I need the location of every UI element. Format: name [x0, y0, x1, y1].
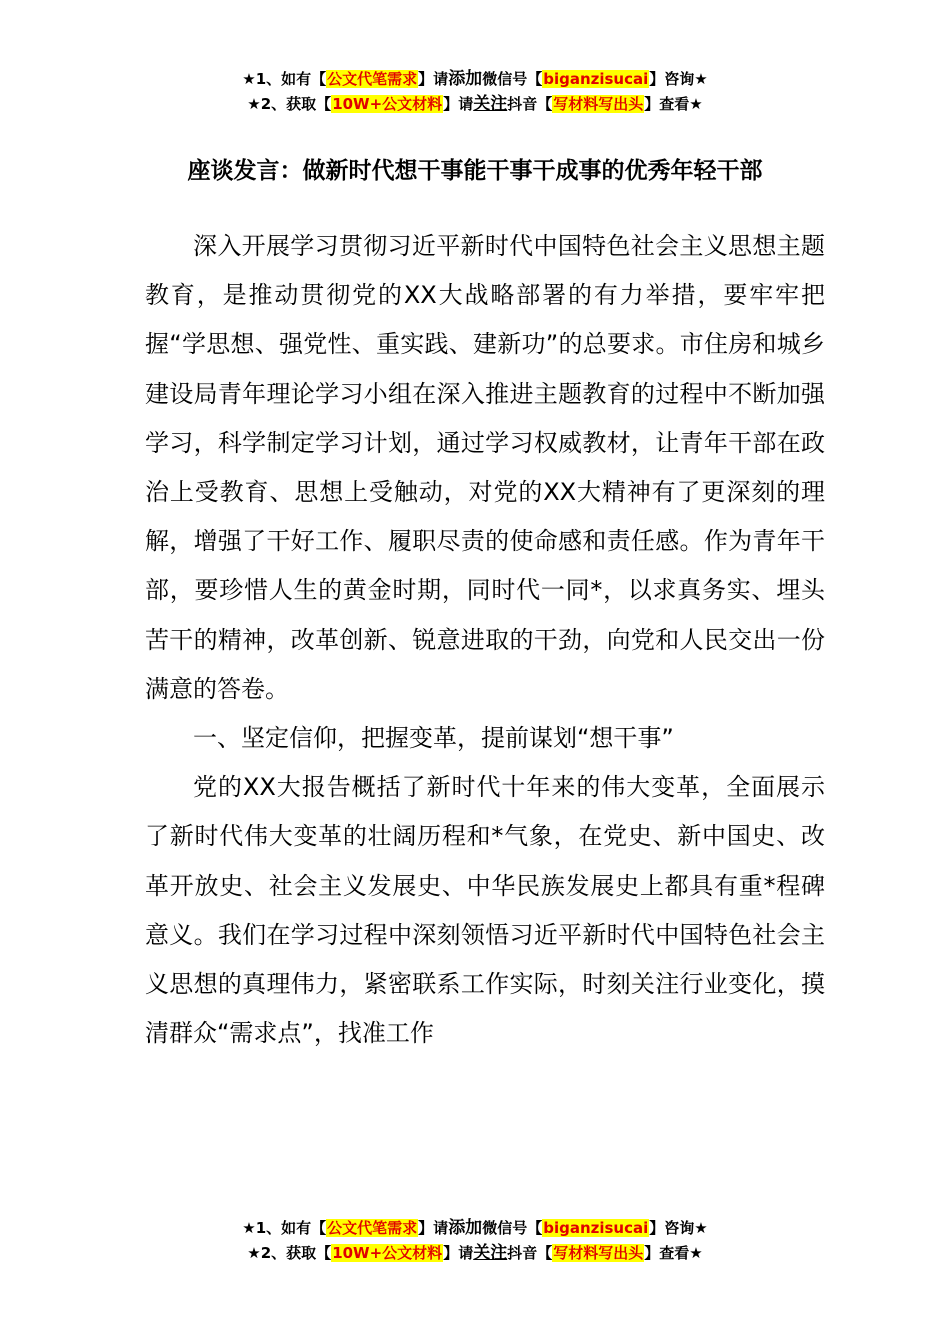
banner-text: 微信号【 — [482, 1219, 543, 1237]
banner-text: ★2、获取【 — [247, 1244, 332, 1262]
banner-text: 】咨询★ — [649, 70, 708, 88]
highlight-douyin-account: 写材料写出头 — [553, 95, 644, 113]
paragraph-intro: 深入开展学习贯彻习近平新时代中国特色社会主义思想主题教育，是推动贯彻党的XX大战略部署的有力举措，要牢牢把握“学思想、强党性、重实践、建新功”的总要求。市住房和城乡建设局青年理论学习小组在深入推进主题教育的过程中不断加强学习，科学制定学习计划，通过学习权威教材，让青年干部在政治上受教育、思想上受触动，对党的XX大精神有了更深刻的理解，增强了干好工作、履职尽责的使命感和责任感。作为青年干部，要珍惜人生的黄金时期，同时代一同*，以求真务实、埋头苦干的精神，改革创新、锐意进取的干劲，向党和人民交出一份满意的答卷。 — [145, 232, 825, 703]
banner-text: ★2、获取【 — [247, 95, 332, 113]
footer-banner-line-2 — [0, 1241, 950, 1266]
banner-text: 抖音【 — [507, 1244, 553, 1262]
paragraph-section-1: 党的XX大报告概括了新时代十年来的伟大变革，全面展示了新时代伟大变革的壮阔历程和*气象，在党史、新中国史、改革开放史、社会主义发展史、中华民族发展史上都具有重*程碑意义。我们在学习过程中深刻领悟习近平新时代中国特色社会主义思想的真理伟力，紧密联系工作实际，时刻关注行业变化，摸清群众“需求点”，找准工作 — [145, 773, 825, 1048]
highlight-service-label: 公文代笔需求 — [327, 70, 418, 88]
banner-text: 抖音【 — [507, 95, 553, 113]
banner-text: 微信号【 — [482, 70, 543, 88]
banner-text: 】查看★ — [644, 1244, 703, 1262]
banner-text: 】咨询★ — [649, 1219, 708, 1237]
highlight-service-label: 公文代笔需求 — [327, 1219, 418, 1237]
footer-banner — [0, 1216, 950, 1266]
highlight-materials-label: 10W+公文材料 — [332, 95, 443, 113]
highlight-wechat-id: biganzisucai — [543, 1219, 649, 1237]
highlight-materials-label: 10W+公文材料 — [332, 1244, 443, 1262]
banner-text: 】请 — [418, 70, 449, 88]
document-body — [145, 222, 825, 1058]
header-banner-line-1 — [0, 67, 950, 92]
footer-banner-line-1 — [0, 1216, 950, 1241]
emphasis-add: 添加 — [448, 69, 483, 89]
banner-text: 】请 — [443, 95, 474, 113]
banner-text: 】请 — [418, 1219, 449, 1237]
emphasis-add: 添加 — [448, 1218, 483, 1238]
banner-text: ★1、如有【 — [242, 1219, 327, 1237]
emphasis-follow: 关注 — [473, 1243, 508, 1263]
header-banner — [0, 67, 950, 117]
document-title: 座谈发言：做新时代想干事能干事干成事的优秀年轻干部 — [187, 158, 763, 184]
banner-text: 】查看★ — [644, 95, 703, 113]
emphasis-follow: 关注 — [473, 94, 508, 114]
banner-text: 】请 — [443, 1244, 474, 1262]
highlight-wechat-id: biganzisucai — [543, 70, 649, 88]
header-banner-line-2 — [0, 92, 950, 117]
highlight-douyin-account: 写材料写出头 — [553, 1244, 644, 1262]
banner-text: ★1、如有【 — [242, 70, 327, 88]
section-heading-1: 一、坚定信仰，把握变革，提前谋划“想干事” — [193, 724, 674, 753]
